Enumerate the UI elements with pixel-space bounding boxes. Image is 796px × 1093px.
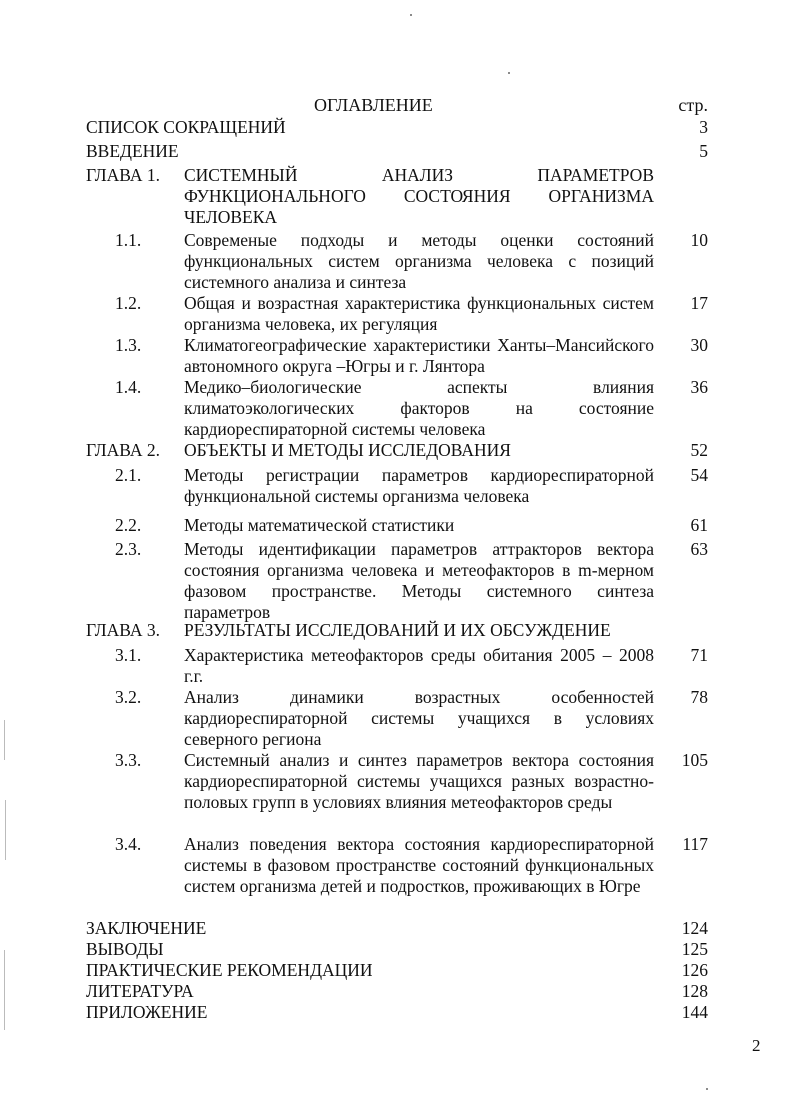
section-title: Медико–биологические аспекты влияния климатоэкологических факторов на состояние кардиореспираторной системы человека	[184, 377, 654, 439]
entry-page: 61	[690, 515, 708, 535]
entry-page: 5	[699, 141, 708, 161]
entry-page: 128	[681, 981, 708, 1001]
entry-page: 144	[681, 1002, 708, 1022]
toc-entry-section-2-2	[86, 515, 712, 537]
scan-speck	[508, 72, 510, 74]
section-title: Современые подходы и методы оценки состояний функциональных систем организма человека с позиций системного анализа и синтеза	[184, 230, 654, 292]
page-number: 2	[752, 1036, 761, 1055]
section-title: Климатогеографические характеристики Ханты–Мансийского автономного округа –Югры и г. Лянтора	[184, 335, 654, 376]
section-title: Методы регистрации параметров кардиореспираторной функциональной системы организма человека	[184, 465, 654, 506]
toc-entry-findings	[86, 939, 712, 961]
entry-page: 3	[699, 117, 708, 137]
toc-entry-appendix	[86, 1002, 712, 1024]
chapter-number: ГЛАВА 2.	[86, 440, 161, 460]
entry-page: 30	[690, 335, 708, 355]
entry-page: 63	[690, 539, 708, 559]
toc-entry-section-1-2	[86, 293, 712, 335]
entry-page: 71	[690, 645, 708, 665]
toc-entry-section-1-1	[86, 230, 712, 293]
chapter-title: СИСТЕМНЫЙ АНАЛИЗ ПАРАМЕТРОВ ФУНКЦИОНАЛЬНОГО СОСТОЯНИЯ ОРГАНИЗМА ЧЕЛОВЕКА	[184, 165, 654, 227]
toc-entry-introduction	[86, 141, 712, 163]
section-title: Системный анализ и синтез параметров вектора состояния кардиореспираторной системы учащихся разных возрастно-половых групп в условиях влияния метеофакторов среды	[184, 750, 654, 812]
section-number: 2.1.	[115, 465, 142, 485]
section-number: 3.4.	[115, 834, 142, 854]
toc-entry-section-3-3	[86, 750, 712, 834]
entry-page: 54	[690, 465, 708, 485]
section-number: 2.3.	[115, 539, 142, 559]
entry-label: ПРАКТИЧЕСКИЕ РЕКОМЕНДАЦИИ	[86, 960, 373, 980]
entry-page: 52	[690, 440, 708, 460]
section-title: Методы математической статистики	[184, 515, 455, 535]
toc-entry-section-2-3	[86, 539, 712, 623]
section-title: Анализ динамики возрастных особенностей кардиореспираторной системы учащихся в условиях северного региона	[184, 687, 654, 749]
entry-page: 126	[681, 960, 708, 980]
toc-entry-section-1-3	[86, 335, 712, 377]
chapter-number: ГЛАВА 3.	[86, 620, 161, 640]
toc-entry-section-3-1	[86, 645, 712, 687]
section-number: 1.1.	[115, 230, 142, 250]
chapter-number: ГЛАВА 1.	[86, 165, 161, 185]
entry-page: 124	[681, 918, 708, 938]
page-column-label: стр.	[678, 95, 708, 115]
entry-page: 125	[681, 939, 708, 959]
toc-entry-recommendations	[86, 960, 712, 982]
toc-entry-abbreviations	[86, 117, 712, 139]
toc-entry-chapter-3	[86, 620, 712, 642]
section-number: 3.3.	[115, 750, 142, 770]
entry-page: 17	[690, 293, 708, 313]
chapter-title: РЕЗУЛЬТАТЫ ИССЛЕДОВАНИЙ И ИХ ОБСУЖДЕНИЕ	[184, 620, 611, 640]
entry-label: ПРИЛОЖЕНИЕ	[86, 1002, 208, 1022]
section-number: 1.2.	[115, 293, 142, 313]
entry-page: 105	[681, 750, 708, 770]
section-title: Характеристика метеофакторов среды обитания 2005 – 2008 г.г.	[184, 645, 654, 686]
toc-entry-section-3-2	[86, 687, 712, 750]
section-number: 3.2.	[115, 687, 142, 707]
entry-label: ЗАКЛЮЧЕНИЕ	[86, 918, 207, 938]
entry-page: 117	[682, 834, 708, 854]
entry-label: ЛИТЕРАТУРА	[86, 981, 194, 1001]
section-number: 1.3.	[115, 335, 142, 355]
section-title: Методы идентификации параметров аттракторов вектора состояния организма человека и метеофакторов в m-мерном фазовом пространстве. Методы системного синтеза параметров	[184, 539, 654, 622]
toc-entry-chapter-2	[86, 440, 712, 462]
entry-label: ВВЕДЕНИЕ	[86, 141, 179, 161]
scan-speck	[706, 1088, 708, 1090]
toc-title: ОГЛАВЛЕНИЕ	[314, 95, 433, 115]
toc-entry-chapter-1	[86, 165, 712, 229]
entry-page: 10	[690, 230, 708, 250]
section-number: 3.1.	[115, 645, 142, 665]
toc-entry-section-2-1	[86, 465, 712, 507]
section-title: Анализ поведения вектора состояния кардиореспираторной системы в фазовом пространстве состояний функциональных систем организма детей и подростков, проживающих в Югре	[184, 834, 654, 896]
entry-label: СПИСОК СОКРАЩЕНИЙ	[86, 117, 286, 137]
scan-speck	[410, 14, 412, 16]
toc-entry-section-3-4	[86, 834, 712, 918]
toc-entry-conclusion	[86, 918, 712, 940]
toc-entry-section-1-4	[86, 377, 712, 440]
entry-page: 78	[690, 687, 708, 707]
entry-label: ВЫВОДЫ	[86, 939, 164, 959]
scan-speck	[4, 720, 5, 760]
section-number: 2.2.	[115, 515, 142, 535]
scan-speck	[5, 800, 6, 860]
scan-speck	[4, 950, 5, 1030]
toc-header	[86, 95, 712, 117]
section-number: 1.4.	[115, 377, 142, 397]
section-title: Общая и возрастная характеристика функциональных систем организма человека, их регуляция	[184, 293, 654, 334]
toc-entry-literature	[86, 981, 712, 1003]
chapter-title: ОБЪЕКТЫ И МЕТОДЫ ИССЛЕДОВАНИЯ	[184, 440, 511, 460]
entry-page: 36	[690, 377, 708, 397]
